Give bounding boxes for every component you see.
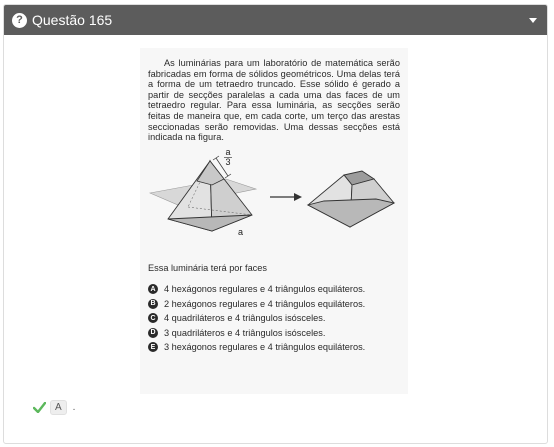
question-statement: As luminárias para um laboratório de matemática serão fabricadas em forma de sólidos geométricos. Uma delas terá a forma de um tetraedro truncado. Esse sólido é gerado a partir de secções paralelas a cada uma das faces de um tetraedro regular. Para essa luminária, as secções serão feitas de maneira que, em cada corte, um terço das arestas seccionadas serão removidas. Uma dessas secções está indicada na figura.	[148, 58, 400, 143]
fraction-denominator: 3	[225, 156, 231, 167]
option-c[interactable]	[148, 311, 400, 326]
option-letter: E	[148, 342, 158, 352]
option-letter: B	[148, 299, 158, 309]
option-text: 2 hexágonos regulares e 4 triângulos equiláteros.	[164, 298, 366, 309]
option-text: 3 quadriláteros e 4 triângulos isósceles.	[164, 327, 326, 338]
option-e[interactable]	[148, 340, 400, 355]
option-text: 4 hexágonos regulares e 4 triângulos equiláteros.	[164, 284, 366, 295]
truncated-base-front	[308, 199, 394, 227]
option-text: 4 quadriláteros e 4 triângulos isósceles.	[164, 313, 326, 324]
edge-label: a	[238, 226, 244, 237]
options-list	[148, 282, 400, 355]
option-letter: D	[148, 328, 158, 338]
dimension-tick-top	[213, 156, 219, 160]
arrow-head	[294, 193, 302, 201]
caret-down-icon[interactable]	[529, 18, 537, 23]
question-prompt: Essa luminária terá por faces	[148, 262, 267, 273]
answer-letter-badge: A	[50, 400, 67, 415]
option-letter: C	[148, 313, 158, 323]
header-left	[12, 12, 112, 28]
answer-row	[33, 400, 75, 415]
fraction-numerator: a	[225, 148, 231, 157]
option-b[interactable]	[148, 296, 400, 311]
tetrahedron-figure	[148, 149, 400, 259]
panel-header[interactable]	[4, 5, 547, 35]
answer-suffix: .	[72, 402, 76, 413]
option-d[interactable]	[148, 326, 400, 341]
question-circle-icon: ?	[12, 13, 27, 28]
question-title: Questão 165	[32, 12, 113, 28]
question-image	[140, 48, 408, 394]
option-text: 3 hexágonos regulares e 4 triângulos equiláteros.	[164, 342, 366, 353]
check-icon	[33, 402, 46, 413]
dimension-tick-bottom	[225, 174, 231, 178]
option-letter: A	[148, 284, 158, 294]
option-a[interactable]	[148, 282, 400, 297]
